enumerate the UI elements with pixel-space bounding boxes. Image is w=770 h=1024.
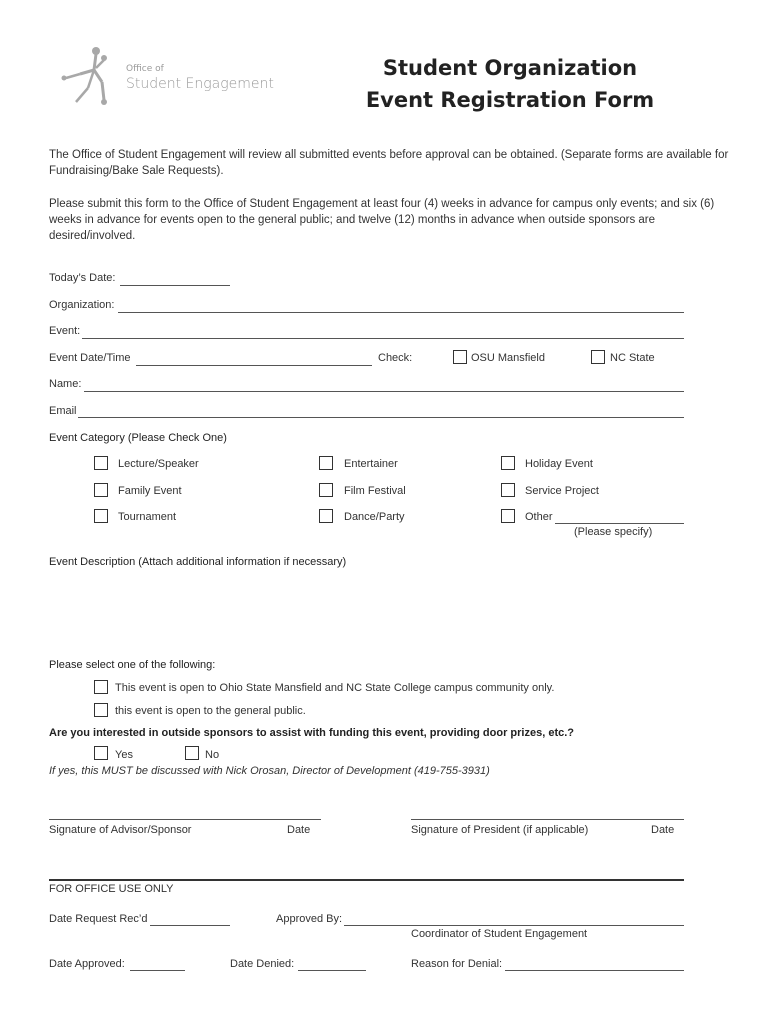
sponsors-yes-label: Yes	[115, 749, 133, 761]
category-holiday-checkbox[interactable]	[501, 456, 515, 470]
category-dance-label: Dance/Party	[344, 511, 405, 523]
office-use-heading: FOR OFFICE USE ONLY	[49, 883, 174, 895]
nc-state-label: NC State	[610, 352, 655, 364]
category-holiday-label: Holiday Event	[525, 458, 593, 470]
date-approved-label: Date Approved:	[49, 958, 125, 970]
president-signature-label: Signature of President (if applicable)	[411, 824, 589, 836]
page-title-line2: Event Registration Form	[365, 88, 655, 112]
sponsors-no-label: No	[205, 749, 220, 761]
advisor-signature-label: Signature of Advisor/Sponsor	[49, 824, 192, 836]
nc-state-checkbox[interactable]	[591, 350, 605, 364]
email-field[interactable]	[78, 417, 684, 418]
audience-campus-label: This event is open to Ohio State Mansfield and NC State College campus community only.	[115, 682, 555, 694]
sponsors-note: If yes, this MUST be discussed with Nick Orosan, Director of Development (419-755-3931)	[49, 765, 490, 777]
reason-denial-field[interactable]	[505, 970, 684, 971]
audience-public-checkbox[interactable]	[94, 703, 108, 717]
advisor-date-label: Date	[287, 824, 311, 836]
approved-by-label: Approved By:	[276, 913, 343, 925]
sponsors-no-checkbox[interactable]	[185, 746, 199, 760]
event-field[interactable]	[82, 338, 684, 339]
date-received-field[interactable]	[150, 925, 230, 926]
audience-public-label: this event is open to the general public.	[115, 705, 306, 717]
sponsors-question: Are you interested in outside sponsors to assist with funding this event, providing door prizes, etc.?	[49, 727, 575, 739]
osu-mansfield-label: OSU Mansfield	[471, 352, 545, 364]
todays-date-label: Today’s Date:	[49, 272, 116, 284]
intro-paragraph-2: Please submit this form to the Office of Student Engagement at least four (4) weeks in advance for campus only events; and six (6) weeks in advance for events open to the general public; and twelve (12) months in advance when outside sponsors are desired/involved.	[49, 198, 715, 242]
event-description-area[interactable]	[49, 572, 684, 652]
audience-heading: Please select one of the following:	[49, 659, 216, 671]
approved-by-field[interactable]	[344, 925, 684, 926]
coordinator-label: Coordinator of Student Engagement	[411, 928, 588, 940]
intro-paragraph-1: The Office of Student Engagement will review all submitted events before approval can be obtained. (Separate forms are available for Fundraising/Bake Sale Requests).	[49, 149, 729, 177]
email-label: Email	[49, 405, 77, 417]
category-tournament-checkbox[interactable]	[94, 509, 108, 523]
president-date-label: Date	[651, 824, 675, 836]
page-title-line1: Student Organization	[382, 56, 638, 80]
date-received-label: Date Request Rec’d	[49, 913, 148, 925]
logo-line2: Student Engagement	[126, 76, 274, 92]
event-category-heading: Event Category (Please Check One)	[49, 432, 227, 444]
logo-line1: Office of	[126, 64, 164, 74]
category-service-checkbox[interactable]	[501, 483, 515, 497]
name-field[interactable]	[84, 391, 684, 392]
date-denied-field[interactable]	[298, 970, 366, 971]
category-film-checkbox[interactable]	[319, 483, 333, 497]
date-denied-label: Date Denied:	[230, 958, 295, 970]
event-description-heading: Event Description (Attach additional information if necessary)	[49, 556, 347, 568]
reason-denial-label: Reason for Denial:	[411, 958, 503, 970]
advisor-signature-field[interactable]	[49, 819, 321, 820]
category-entertainer-label: Entertainer	[344, 458, 398, 470]
please-specify-label: (Please specify)	[574, 526, 653, 538]
category-family-label: Family Event	[118, 485, 182, 497]
category-other-checkbox[interactable]	[501, 509, 515, 523]
event-label: Event:	[49, 325, 81, 337]
category-dance-checkbox[interactable]	[319, 509, 333, 523]
organization-label: Organization:	[49, 299, 115, 311]
president-signature-field[interactable]	[411, 819, 684, 820]
check-label: Check:	[378, 352, 413, 364]
event-datetime-field[interactable]	[136, 365, 372, 366]
organization-field[interactable]	[118, 312, 684, 313]
category-service-label: Service Project	[525, 485, 599, 497]
sponsors-yes-checkbox[interactable]	[94, 746, 108, 760]
todays-date-field[interactable]	[120, 285, 230, 286]
event-datetime-label: Event Date/Time	[49, 352, 131, 364]
name-label: Name:	[49, 378, 82, 390]
category-lecture-checkbox[interactable]	[94, 456, 108, 470]
category-lecture-label: Lecture/Speaker	[118, 458, 199, 470]
category-tournament-label: Tournament	[118, 511, 177, 523]
date-approved-field[interactable]	[130, 970, 185, 971]
office-divider	[49, 879, 684, 881]
category-other-label: Other	[525, 511, 553, 523]
category-entertainer-checkbox[interactable]	[319, 456, 333, 470]
category-family-checkbox[interactable]	[94, 483, 108, 497]
office-logo	[58, 44, 298, 112]
category-film-label: Film Festival	[344, 485, 406, 497]
osu-mansfield-checkbox[interactable]	[453, 350, 467, 364]
logo-figure-icon	[58, 44, 120, 112]
category-other-field[interactable]	[555, 523, 684, 524]
audience-campus-checkbox[interactable]	[94, 680, 108, 694]
